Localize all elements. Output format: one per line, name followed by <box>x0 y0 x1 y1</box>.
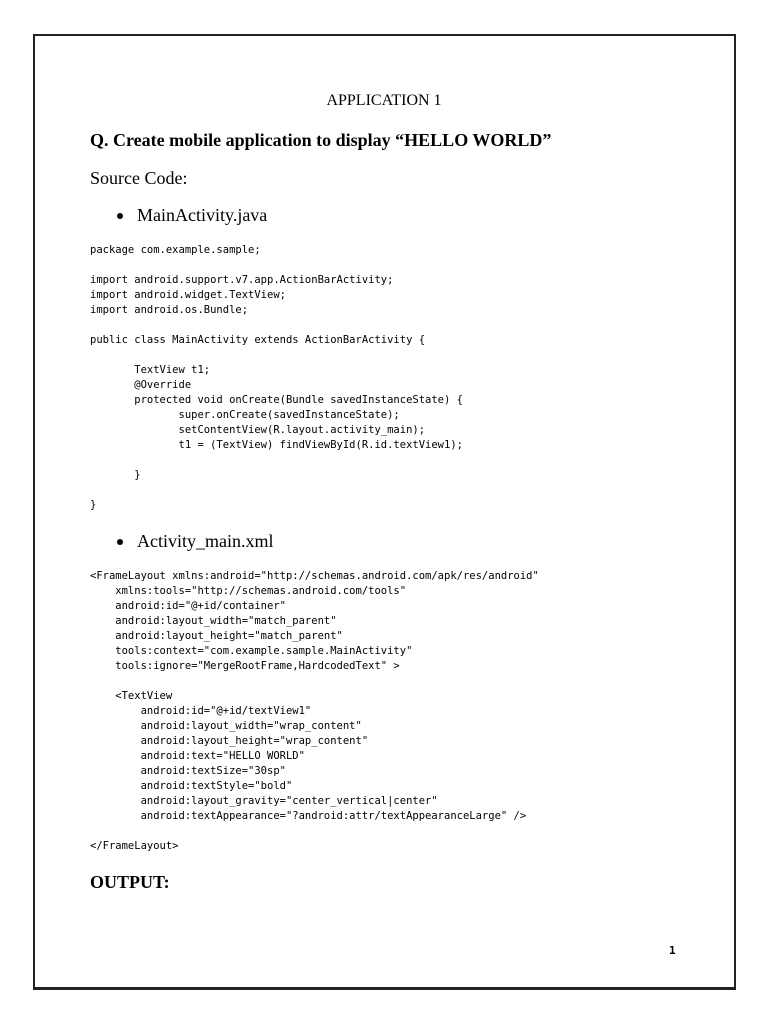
code-line: android:layout_gravity="center_vertical|center" <box>90 795 438 807</box>
bullet-activity-main <box>117 531 274 552</box>
bullet-label: MainActivity.java <box>137 205 268 225</box>
code-line: android:textAppearance="?android:attr/textAppearanceLarge" /> <box>90 810 527 822</box>
code-line: android:text="HELLO WORLD" <box>90 750 305 762</box>
code-line: android:layout_width="wrap_content" <box>90 720 362 732</box>
code-line: xmlns:tools="http://schemas.android.com/tools" <box>90 585 407 597</box>
bullet-main-activity <box>117 205 267 226</box>
code-line: import android.support.v7.app.ActionBarActivity; <box>90 274 394 286</box>
code-line: t1 = (TextView) findViewById(R.id.textView1); <box>90 439 463 451</box>
code-line: </FrameLayout> <box>90 840 179 852</box>
code-line: import android.widget.TextView; <box>90 289 286 301</box>
bullet-dot-icon <box>117 213 123 219</box>
code-line: import android.os.Bundle; <box>90 304 249 316</box>
page-number: 1 <box>669 944 676 957</box>
document-title: APPLICATION 1 <box>326 92 442 109</box>
code-line: @Override <box>90 379 192 391</box>
code-line: android:textStyle="bold" <box>90 780 293 792</box>
code-line: package com.example.sample; <box>90 244 261 256</box>
java-code-block <box>90 243 463 513</box>
code-line: setContentView(R.layout.activity_main); <box>90 424 426 436</box>
code-line: tools:context="com.example.sample.MainActivity" <box>90 645 413 657</box>
code-line: android:id="@+id/textView1" <box>90 705 312 717</box>
question-heading: Q. Create mobile application to display “HELLO WORLD” <box>90 130 552 150</box>
bullet-dot-icon <box>117 539 123 545</box>
code-line: android:layout_height="match_parent" <box>90 630 343 642</box>
code-line: } <box>90 499 97 511</box>
code-line: android:layout_height="wrap_content" <box>90 735 369 747</box>
code-line: public class MainActivity extends ActionBarActivity { <box>90 334 426 346</box>
code-line: TextView t1; <box>90 364 211 376</box>
source-code-label: Source Code: <box>90 168 188 188</box>
bullet-label: Activity_main.xml <box>137 531 274 551</box>
code-line: android:textSize="30sp" <box>90 765 286 777</box>
code-line: android:id="@+id/container" <box>90 600 286 612</box>
code-line: <TextView <box>90 690 173 702</box>
xml-code-block <box>90 569 539 854</box>
code-line: tools:ignore="MergeRootFrame,HardcodedText" > <box>90 660 400 672</box>
code-line: <FrameLayout xmlns:android="http://schemas.android.com/apk/res/android" <box>90 570 539 582</box>
code-line: protected void onCreate(Bundle savedInstanceState) { <box>90 394 463 406</box>
output-heading: OUTPUT: <box>90 872 170 892</box>
code-line: } <box>90 469 141 481</box>
code-line: super.onCreate(savedInstanceState); <box>90 409 400 421</box>
code-line: android:layout_width="match_parent" <box>90 615 337 627</box>
